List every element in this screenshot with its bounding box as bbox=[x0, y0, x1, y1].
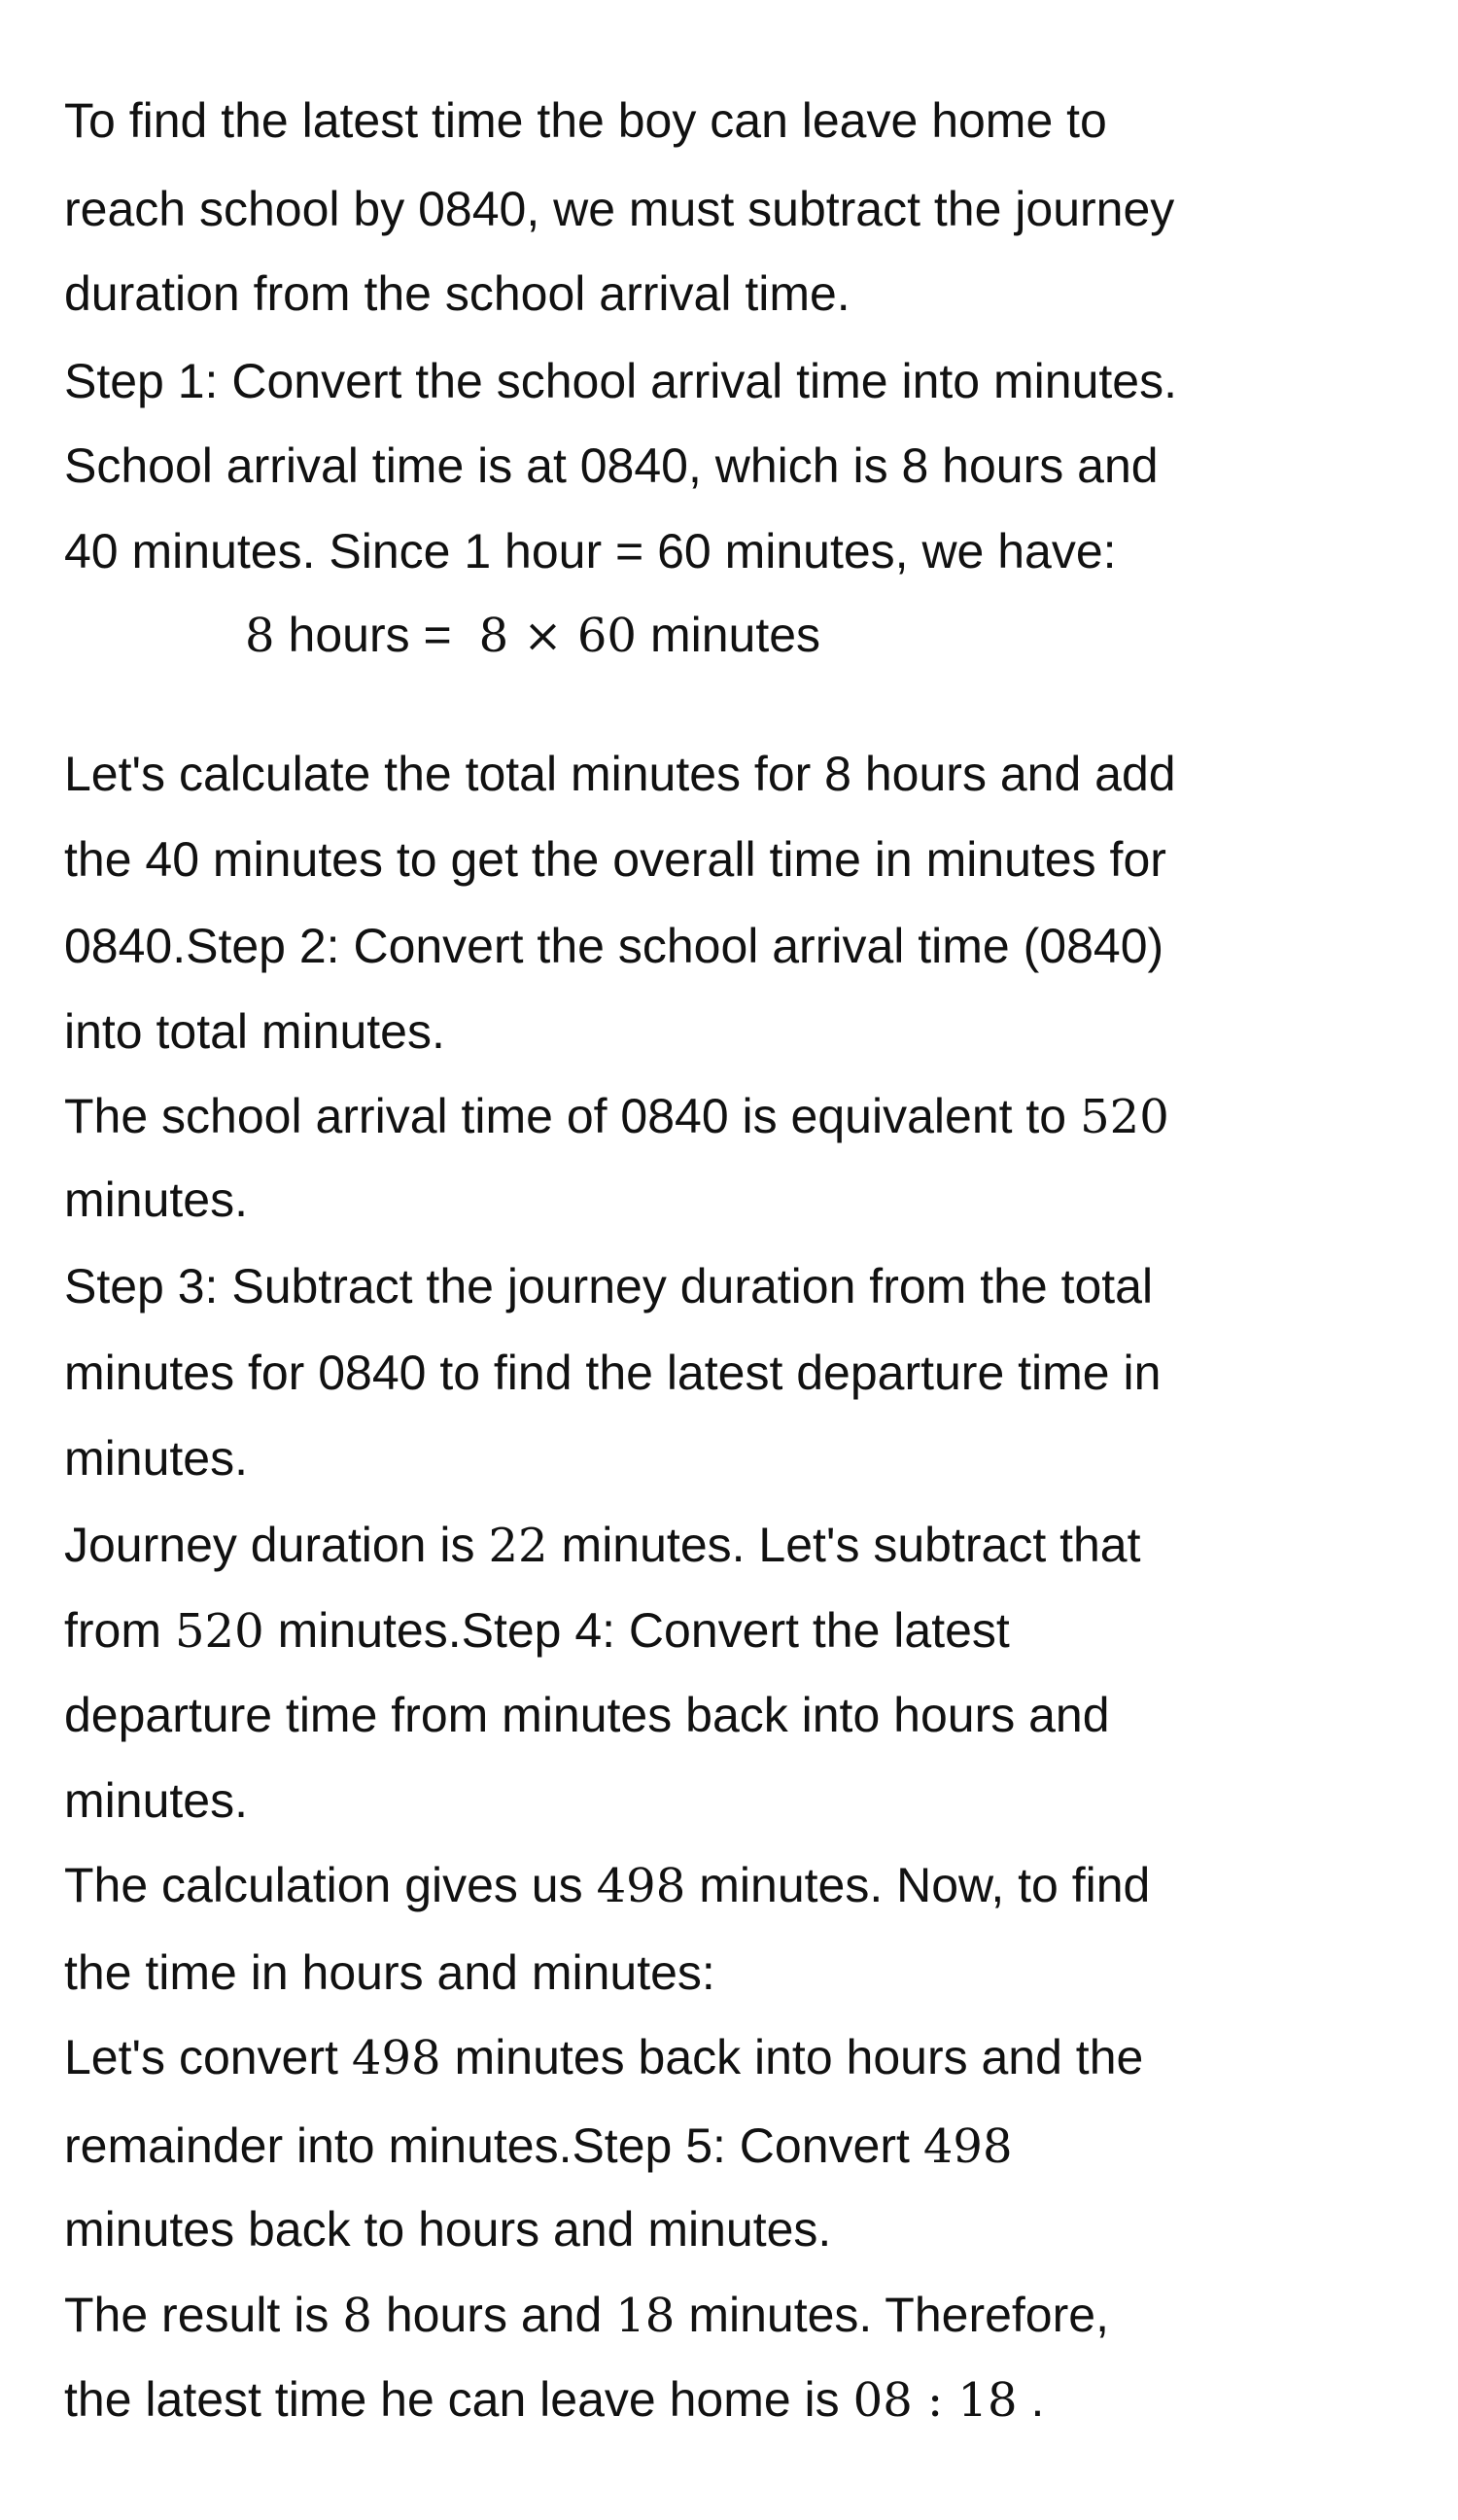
text-segment: minutes bbox=[649, 608, 821, 662]
text-segment: minutes for 0840 to find the latest departure time in bbox=[64, 1346, 1162, 1400]
text-line bbox=[64, 1758, 248, 1843]
text-segment: minutes back to hours and minutes. bbox=[64, 2202, 832, 2257]
math-expression: 520 bbox=[175, 1604, 264, 1659]
math-expression: 8 bbox=[245, 609, 275, 663]
text-segment: minutes. bbox=[64, 1431, 248, 1486]
text-segment: . bbox=[1030, 2372, 1045, 2427]
math-expression: 498 bbox=[596, 1859, 686, 1913]
text-segment: 0840.Step 2: Convert the school arrival time (0840) bbox=[64, 919, 1164, 973]
text-segment: minutes.Step 4: Convert the latest bbox=[277, 1603, 1010, 1658]
text-segment: hours and bbox=[385, 2288, 603, 2342]
text-segment: Step 1: Convert the school arrival time into minutes. bbox=[64, 354, 1177, 408]
text-line bbox=[64, 2103, 1026, 2188]
text-segment: minutes. Let's subtract that bbox=[561, 1518, 1141, 1572]
text-segment: from bbox=[64, 1603, 161, 1658]
math-expression: 498 bbox=[922, 2119, 1013, 2174]
text-line bbox=[64, 1243, 1153, 1329]
text-segment: remainder into minutes.Step 5: Convert bbox=[64, 2118, 910, 2173]
text-line bbox=[64, 1502, 1141, 1588]
text-segment: Let's convert bbox=[64, 2030, 338, 2084]
text-line bbox=[231, 592, 820, 678]
text-segment: Let's calculate the total minutes for 8 hours and add bbox=[64, 747, 1176, 801]
text-segment: 40 minutes. Since 1 hour = 60 minutes, we have: bbox=[64, 524, 1117, 578]
text-segment: minutes. bbox=[64, 1773, 248, 1828]
math-expression: 18 bbox=[615, 2289, 676, 2343]
text-segment: hours = bbox=[288, 608, 466, 662]
text-line bbox=[64, 1930, 715, 2015]
text-segment: the latest time he can leave home is bbox=[64, 2372, 840, 2427]
text-line bbox=[64, 1588, 1010, 1673]
text-segment: The result is bbox=[64, 2288, 330, 2342]
text-segment: Journey duration is bbox=[64, 1518, 475, 1572]
text-line bbox=[64, 1416, 248, 1501]
text-line bbox=[64, 1073, 1183, 1159]
text-segment: minutes. bbox=[64, 1172, 248, 1227]
text-segment: Step 3: Subtract the journey duration from the total bbox=[64, 1259, 1154, 1313]
text-line bbox=[64, 731, 1176, 817]
text-line bbox=[64, 2272, 1109, 2358]
math-expression: 8 × 60 bbox=[478, 609, 637, 663]
text-segment: minutes. Now, to find bbox=[699, 1858, 1151, 1912]
text-line bbox=[64, 903, 1163, 989]
text-segment: the time in hours and minutes: bbox=[64, 1945, 715, 2000]
text-segment: duration from the school arrival time. bbox=[64, 266, 850, 321]
text-line bbox=[64, 817, 1166, 902]
text-line bbox=[64, 423, 1159, 508]
text-segment: reach school by 0840, we must subtract the journey bbox=[64, 182, 1175, 236]
text-line bbox=[64, 78, 1107, 163]
text-line bbox=[64, 1330, 1161, 1416]
text-segment: The school arrival time of 0840 is equivalent to bbox=[64, 1089, 1067, 1143]
text-segment: School arrival time is at 0840, which is 8 hours and bbox=[64, 438, 1159, 493]
text-line bbox=[64, 2357, 1044, 2442]
text-segment: The calculation gives us bbox=[64, 1858, 583, 1912]
text-segment: departure time from minutes back into hours and bbox=[64, 1688, 1110, 1742]
text-line bbox=[64, 1842, 1150, 1928]
text-line bbox=[64, 1672, 1110, 1758]
text-segment: into total minutes. bbox=[64, 1004, 445, 1059]
math-expression: 8 bbox=[342, 2289, 372, 2343]
text-line bbox=[64, 251, 850, 336]
text-line bbox=[64, 989, 445, 1074]
text-segment: To find the latest time the boy can leave home to bbox=[64, 93, 1107, 148]
text-line bbox=[64, 2187, 831, 2272]
math-expression: 08 : 18 bbox=[852, 2373, 1018, 2428]
text-segment: minutes. Therefore, bbox=[688, 2288, 1109, 2342]
text-segment: minutes back into hours and the bbox=[454, 2030, 1144, 2084]
text-line bbox=[64, 1157, 248, 1242]
text-line bbox=[64, 508, 1117, 594]
text-line bbox=[64, 166, 1174, 252]
text-line bbox=[64, 2014, 1143, 2100]
math-expression: 498 bbox=[351, 2031, 441, 2085]
text-segment: the 40 minutes to get the overall time in minutes for bbox=[64, 832, 1166, 887]
math-expression: 520 bbox=[1080, 1090, 1169, 1144]
text-line bbox=[64, 338, 1177, 424]
math-expression: 22 bbox=[488, 1519, 548, 1573]
